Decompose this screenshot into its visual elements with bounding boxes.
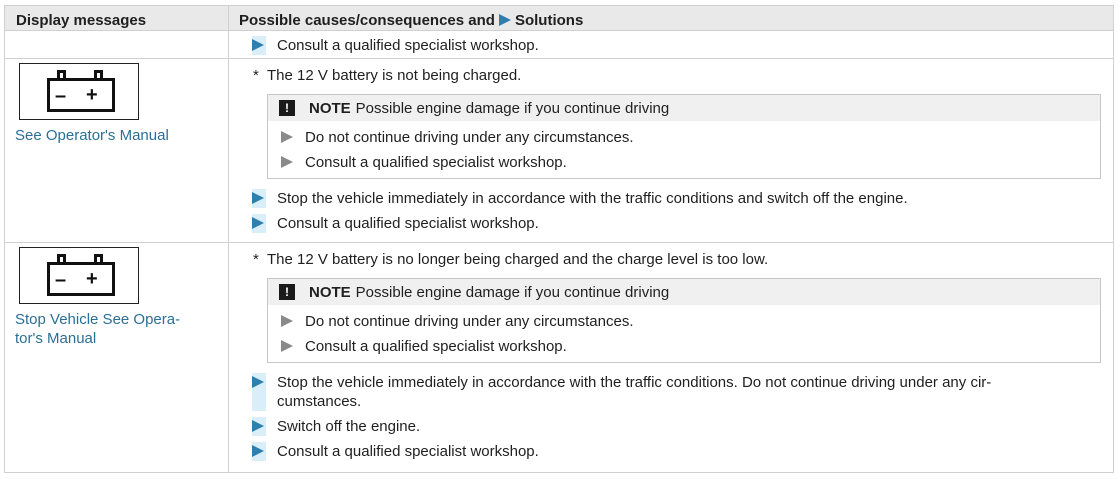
cause-text: * The 12 V battery is no longer being charged and the charge level is too low. <box>253 251 769 268</box>
table-row <box>5 31 1113 59</box>
solution-item: Consult a qualified specialist workshop. <box>253 442 1113 461</box>
solution-arrow-icon <box>252 189 266 208</box>
note-box <box>267 278 1101 363</box>
note-item: Do not continue driving under any circumstances. <box>268 128 1100 147</box>
bullet-arrow-icon <box>281 315 293 327</box>
solution-arrow-icon <box>252 214 266 233</box>
note-box <box>267 94 1101 179</box>
note-header <box>268 95 1100 121</box>
display-message: Stop Vehicle See Opera- tor's Manual <box>15 311 181 347</box>
solution-arrow-icon <box>499 14 511 26</box>
solution-item <box>253 36 1113 55</box>
table-header <box>5 6 1113 31</box>
solution-item: Consult a qualified specialist workshop. <box>253 214 1113 233</box>
solution-item: Stop the vehicle immediately in accordance with the traffic conditions and switch off the engine. <box>253 189 1113 208</box>
note-header <box>268 279 1100 305</box>
cause-text: * The 12 V battery is not being charged. <box>253 67 522 84</box>
note-item: Consult a qualified specialist workshop. <box>268 337 1100 356</box>
header-causes-solutions <box>229 6 1113 30</box>
header-display-messages: Display messages <box>5 6 229 30</box>
note-text: Possible engine damage if you continue driving <box>355 99 670 117</box>
solution-item: Stop the vehicle immediately in accordance with the traffic conditions. Do not continue driving under any cir- cumstances. <box>253 373 1113 411</box>
table-row <box>5 59 1113 243</box>
table-row <box>5 243 1113 472</box>
solution-item: Switch off the engine. <box>253 417 1113 436</box>
display-messages-table <box>4 5 1114 473</box>
warning-icon: ! <box>279 284 295 300</box>
bullet-arrow-icon <box>281 156 293 168</box>
note-title: NOTE <box>309 99 351 117</box>
note-item: Consult a qualified specialist workshop. <box>268 153 1100 172</box>
battery-icon: – + <box>19 247 139 304</box>
solution-arrow-icon <box>252 36 266 55</box>
note-item: Do not continue driving under any circumstances. <box>268 312 1100 331</box>
bullet-arrow-icon <box>281 340 293 352</box>
note-text: Possible engine damage if you continue driving <box>355 283 670 301</box>
note-title: NOTE <box>309 283 351 301</box>
solution-text: Consult a qualified specialist workshop. <box>277 37 539 54</box>
display-message: See Operator's Manual <box>15 127 169 144</box>
solution-arrow-icon <box>252 442 266 461</box>
bullet-arrow-icon <box>281 131 293 143</box>
solution-arrow-icon <box>252 373 266 411</box>
battery-icon: – + <box>19 63 139 120</box>
header-causes-label: Possible causes/consequences and <box>239 12 495 29</box>
solution-arrow-icon <box>252 417 266 436</box>
warning-icon: ! <box>279 100 295 116</box>
header-solutions-label: Solutions <box>514 12 584 29</box>
